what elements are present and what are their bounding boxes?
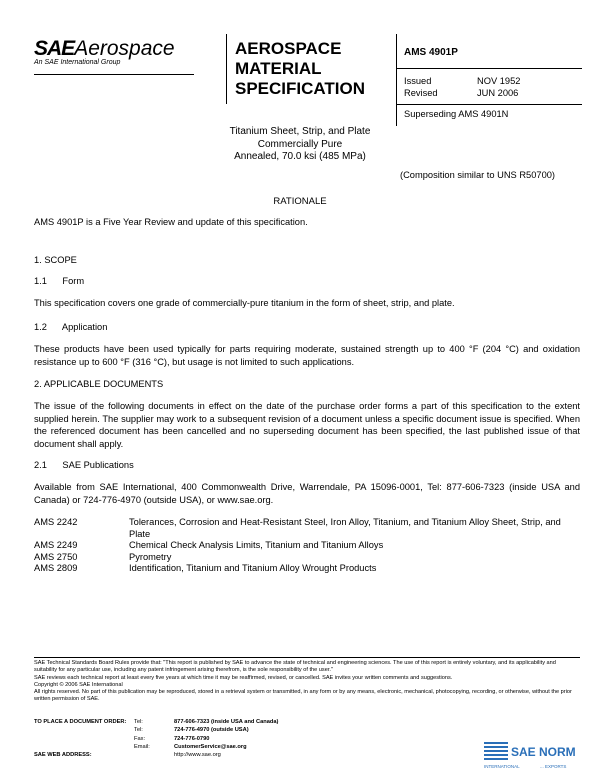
document-row xyxy=(34,552,569,564)
header-divider-left xyxy=(226,34,227,104)
header-divider-h2 xyxy=(396,104,582,105)
order-contact-block xyxy=(34,718,278,759)
email-label: Email: xyxy=(134,743,150,750)
issued-label: Issued xyxy=(404,76,432,86)
norm-logo-tagline2: ... EXPORTS xyxy=(540,764,567,769)
fax-label: Fax: xyxy=(134,735,146,742)
order-label: TO PLACE A DOCUMENT ORDER: xyxy=(34,719,127,725)
ams-number: AMS 4901P xyxy=(404,47,458,58)
document-code: AMS 2750 xyxy=(34,551,78,562)
footer-p4: All rights reserved. No part of this publication may be reproduced, stored in a retrieval system or transmitted, in any form or by any means, electronic, mechanical, photocopying, recording, or otherwise, without the prior written permission of SAE. xyxy=(34,689,572,703)
footer-p3: Copyright © 2006 SAE International xyxy=(34,681,123,688)
rationale-heading: RATIONALE xyxy=(273,196,327,207)
footer-divider xyxy=(34,657,580,658)
section-scope-heading: 1. SCOPE xyxy=(34,255,77,265)
document-code: AMS 2242 xyxy=(34,517,78,527)
document-type-title xyxy=(235,39,365,99)
document-title: Tolerances, Corrosion and Heat-Resistant Steel, Iron Alloy, Titanium, and Titanium Alloy Sheet, Strip, and Plate xyxy=(129,517,561,539)
section-sae-pub-text: Available from SAE International, 400 Commonwealth Drive, Warrendale, PA 15096-0001, Tel: 877-606-7323 (inside USA and Canada) or 724-776-4970 (outside USA), or www.sae.org. xyxy=(34,482,580,505)
document-row xyxy=(34,517,569,540)
email-value: CustomerService@sae.org xyxy=(174,743,247,750)
title-line-2: MATERIAL xyxy=(235,59,322,78)
superseding-note: Superseding AMS 4901N xyxy=(404,109,509,119)
section-form-heading: 1.1 Form xyxy=(34,276,85,286)
sae-aerospace-logo xyxy=(34,38,175,66)
title-line-1: AEROSPACE xyxy=(235,39,342,58)
composition-note: (Composition similar to UNS R50700) xyxy=(400,170,556,180)
spec-subtitle xyxy=(150,126,450,164)
footer-p2: SAE reviews each technical report at least every five years at which time it may be reaffirmed, revised, or cancelled. SAE invites your written comments and suggestions. xyxy=(34,674,453,681)
norm-logo-text: SAE NORM xyxy=(511,745,576,759)
tel2-value: 724-776-4970 (outside USA) xyxy=(174,727,249,734)
issued-value: NOV 1952 xyxy=(477,76,521,86)
section-applicable-heading: 2. APPLICABLE DOCUMENTS xyxy=(34,379,164,389)
document-code: AMS 2809 xyxy=(34,563,78,573)
footer-notice xyxy=(34,660,580,704)
subtitle-line-2: Commercially Pure xyxy=(257,138,343,150)
fax-value: 724-776-0790 xyxy=(174,735,210,742)
section-application-text: These products have been used typically for parts requiring moderate, sustained strength up to 400 °F (204 °C) and oxidation resistance up to 600 °F (316 °C), but usage is not limited to such applications. xyxy=(34,344,580,367)
web-label: SAE WEB ADDRESS: xyxy=(34,752,92,759)
logo-divider xyxy=(34,74,194,75)
section-form-text: This specification covers one grade of commercially-pure titanium in the form of sheet, strip, and plate. xyxy=(34,298,455,308)
document-title: Identification, Titanium and Titanium Alloy Wrought Products xyxy=(129,563,377,573)
revised-label: Revised xyxy=(404,88,438,98)
document-row xyxy=(34,563,569,575)
norm-logo-tagline: INTERNATIONAL xyxy=(484,764,520,769)
section-application-heading: 1.2 Application xyxy=(34,322,108,332)
tel2-label: Tel: xyxy=(134,727,143,734)
issue-dates xyxy=(404,75,520,99)
document-title: Pyrometry xyxy=(129,551,172,562)
subtitle-line-3: Annealed, 70.0 ksi (485 MPa) xyxy=(234,151,366,162)
logo-aerospace-text: Aerospace xyxy=(74,37,175,60)
header-divider-h1 xyxy=(396,68,582,69)
tel-label: Tel: xyxy=(134,719,143,725)
section-sae-pub-heading: 2.1 SAE Publications xyxy=(34,460,134,470)
tel-value: 877-606-7323 (inside USA and Canada) xyxy=(174,719,279,725)
header-divider-right xyxy=(396,34,397,126)
sae-norm-logo xyxy=(484,740,584,770)
document-title: Chemical Check Analysis Limits, Titanium and Titanium Alloys xyxy=(129,540,384,550)
subtitle-line-1: Titanium Sheet, Strip, and Plate xyxy=(229,126,371,137)
referenced-documents-list xyxy=(34,517,569,575)
logo-sae-text: SAE xyxy=(34,37,75,60)
revised-value: JUN 2006 xyxy=(477,88,519,98)
document-code: AMS 2249 xyxy=(34,540,78,550)
sae-norm-icon xyxy=(484,740,584,770)
section-applicable-text: The issue of the following documents in effect on the date of the purchase order forms a part of this specification to the extent supplied herein. The supplier may work to a subsequent revision of a document unless a specific document issue is specified. When the referenced document has been cancelled and no superseding document has been specified, the last published issue of that document shall apply. xyxy=(34,401,580,449)
rationale-text: AMS 4901P is a Five Year Review and update of this specification. xyxy=(34,217,308,227)
document-row xyxy=(34,540,569,552)
web-value: http://www.sae.org xyxy=(174,752,221,759)
logo-subtitle: An SAE International Group xyxy=(34,59,121,66)
footer-p1: SAE Technical Standards Board Rules provide that: "This report is published by SAE to advance the state of technical and engineering sciences. The use of this report is entirely voluntary, and its applicability and suitability for any particular use, including any patent infringement arising therefrom, is the sole responsibility of the user." xyxy=(34,660,556,674)
title-line-3: SPECIFICATION xyxy=(235,79,366,98)
